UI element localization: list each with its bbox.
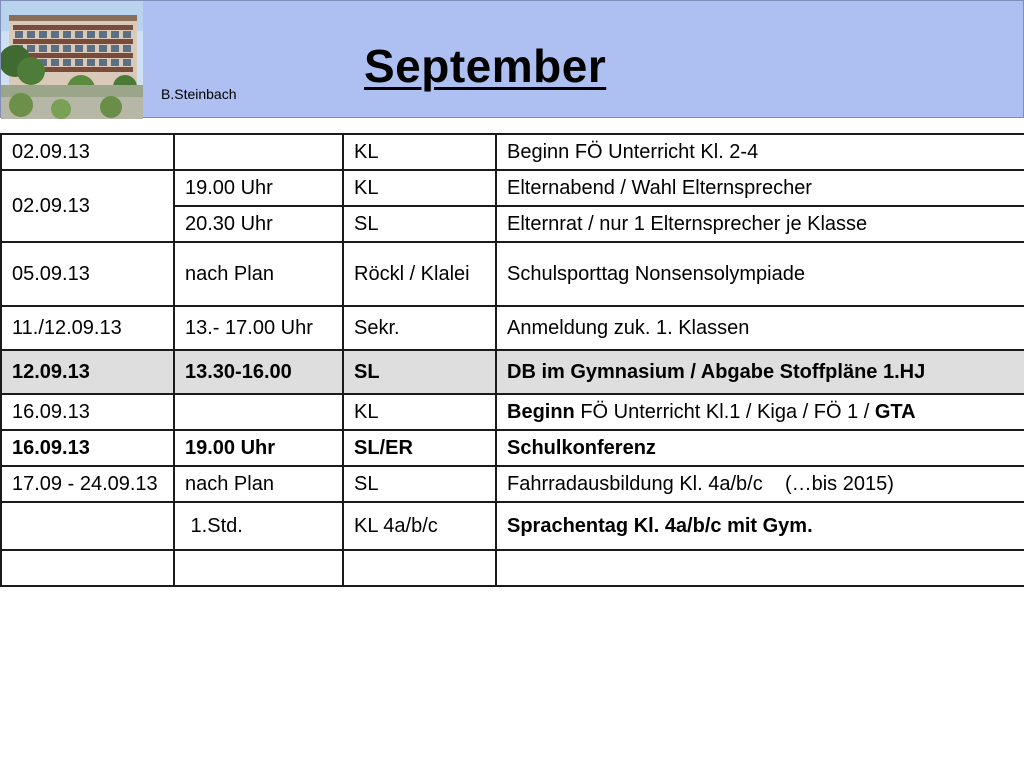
school-building-photo [1,1,143,119]
time-cell: 19.00 Uhr [174,170,343,206]
table-row [1,134,1024,170]
date-cell [1,502,174,550]
date-cell: 12.09.13 [1,350,174,394]
responsible-cell: KL [343,394,496,430]
event-cell [496,550,1024,586]
table-row [1,430,1024,466]
event-cell: Fahrradausbildung Kl. 4a/b/c (…bis 2015) [496,466,1024,502]
event-cell [496,394,1024,430]
table-row [1,170,1024,206]
event-text-bold-end: GTA [874,400,916,423]
responsible-cell: KL 4a/b/c [343,502,496,550]
date-cell: 16.09.13 [1,430,174,466]
date-cell: 17.09 - 24.09.13 [1,466,174,502]
event-cell: Schulsporttag Nonsensolympiade [496,242,1024,306]
responsible-cell: KL [343,170,496,206]
date-cell: 02.09.13 [1,134,174,170]
responsible-cell [343,550,496,586]
time-cell [174,550,343,586]
responsible-cell: SL [343,350,496,394]
time-cell: nach Plan [174,242,343,306]
event-text-bold-start: Beginn [507,400,575,423]
table-row [1,242,1024,306]
responsible-cell: SL [343,466,496,502]
event-cell: Elternrat / nur 1 Elternsprecher je Klasse [496,206,1024,242]
date-cell [1,550,174,586]
table-row-highlighted [1,350,1024,394]
author-label: B.Steinbach [161,86,237,102]
responsible-cell: KL [343,134,496,170]
time-cell: 1.Std. [174,502,343,550]
event-cell: DB im Gymnasium / Abgabe Stoffpläne 1.HJ [496,350,1024,394]
event-cell: Sprachentag Kl. 4a/b/c mit Gym. [496,502,1024,550]
date-cell: 02.09.13 [1,170,174,242]
event-text: FÖ Unterricht Kl.1 / Kiga / FÖ 1 / [574,400,875,423]
event-cell: Beginn FÖ Unterricht Kl. 2-4 [496,134,1024,170]
time-cell: 19.00 Uhr [174,430,343,466]
responsible-cell: SL/ER [343,430,496,466]
time-cell: nach Plan [174,466,343,502]
time-cell: 13.- 17.00 Uhr [174,306,343,350]
responsible-cell: SL [343,206,496,242]
table-row [1,306,1024,350]
event-cell: Elternabend / Wahl Elternsprecher [496,170,1024,206]
page-title: September [364,40,607,92]
event-cell: Schulkonferenz [496,430,1024,466]
header-banner [0,0,1024,118]
table-row [1,394,1024,430]
time-cell: 20.30 Uhr [174,206,343,242]
table-row [1,466,1024,502]
time-cell: 13.30-16.00 [174,350,343,394]
time-cell [174,394,343,430]
date-cell: 11./12.09.13 [1,306,174,350]
date-cell: 05.09.13 [1,242,174,306]
event-cell: Anmeldung zuk. 1. Klassen [496,306,1024,350]
table-row-empty [1,550,1024,586]
schedule-table [0,133,1024,587]
date-cell: 16.09.13 [1,394,174,430]
responsible-cell: Röckl / Klalei [343,242,496,306]
responsible-cell: Sekr. [343,306,496,350]
time-cell [174,134,343,170]
table-row [1,502,1024,550]
